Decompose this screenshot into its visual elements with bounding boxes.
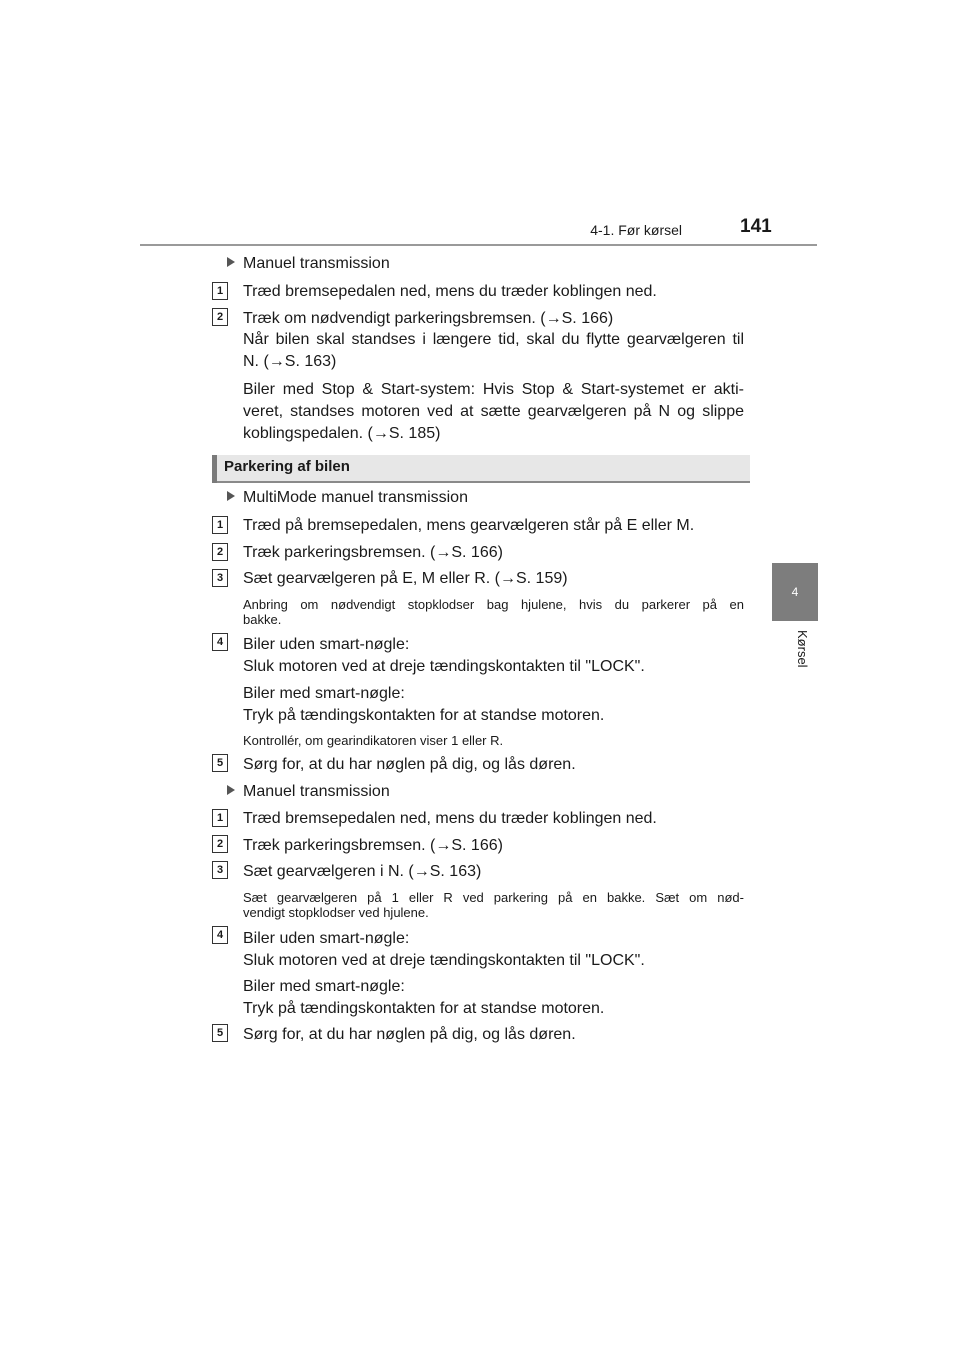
step-text: Træk parkeringsbremsen. (→S. 166) bbox=[243, 544, 503, 561]
step-badge: 2 bbox=[212, 543, 228, 561]
step-text: Træd bremsepedalen ned, mens du træder koblingen ned. bbox=[243, 810, 657, 827]
step-text: N. (→S. 163) bbox=[243, 353, 337, 370]
section-title: Parkering af bilen bbox=[224, 458, 350, 475]
step-text: Træk om nødvendigt parkeringsbremsen. (→S. 166) bbox=[243, 310, 614, 327]
step-text: koblingspedalen. (→S. 185) bbox=[243, 425, 441, 442]
step-badge: 1 bbox=[212, 809, 228, 827]
section-marker bbox=[212, 455, 217, 483]
step-badge: 5 bbox=[212, 754, 228, 772]
step-badge: 2 bbox=[212, 308, 228, 326]
subheading-multimode: MultiMode manuel transmission bbox=[227, 487, 468, 509]
section-heading bbox=[212, 455, 750, 483]
step-text: Biler med Stop & Start-system: Hvis Stop & Start-systemet er akti- bbox=[243, 381, 744, 398]
triangle-bullet-icon bbox=[227, 257, 235, 267]
step-text: Sluk motoren ved at dreje tændingskontakten til "LOCK". bbox=[243, 952, 645, 969]
step-text: Sæt gearvælgeren i N. (→S. 163) bbox=[243, 863, 482, 880]
step-badge: 3 bbox=[212, 569, 228, 587]
triangle-bullet-icon bbox=[227, 491, 235, 501]
step-text: Sørg for, at du har nøglen på dig, og lås døren. bbox=[243, 756, 576, 773]
subheading-manual: Manuel transmission bbox=[227, 781, 390, 803]
chapter-tab[interactable] bbox=[772, 563, 818, 621]
step-badge: 3 bbox=[212, 861, 228, 879]
step-badge: 4 bbox=[212, 633, 228, 651]
step-note: Kontrollér, om gearindikatoren viser 1 eller R. bbox=[243, 733, 504, 748]
step-text: Sæt gearvælgeren på E, M eller R. (→S. 159) bbox=[243, 570, 568, 587]
chapter-tab-number: 4 bbox=[791, 585, 799, 599]
triangle-bullet-icon bbox=[227, 785, 235, 795]
page-number: 141 bbox=[740, 216, 772, 237]
step-text: veret, standses motoren ved at sætte gearvælgeren på N og slippe bbox=[243, 403, 744, 420]
step-text: Tryk på tændingskontakten for at standse motoren. bbox=[243, 1000, 605, 1017]
header-divider bbox=[140, 244, 817, 246]
step-note: vendigt stopklodser ved hjulene. bbox=[243, 905, 429, 920]
step-text: Sluk motoren ved at dreje tændingskontakten til "LOCK". bbox=[243, 658, 645, 675]
step-text: Biler uden smart-nøgle: bbox=[243, 636, 410, 653]
subheading-manual-top: Manuel transmission bbox=[227, 253, 390, 275]
step-text: Tryk på tændingskontakten for at standse motoren. bbox=[243, 707, 605, 724]
step-text: Sørg for, at du har nøglen på dig, og lås døren. bbox=[243, 1026, 576, 1043]
step-note: Anbring om nødvendigt stopklodser bag hjulene, hvis du parkerer på en bbox=[243, 597, 744, 612]
step-text: Træk parkeringsbremsen. (→S. 166) bbox=[243, 837, 503, 854]
step-text: Biler med smart-nøgle: bbox=[243, 685, 405, 702]
step-text: Træd på bremsepedalen, mens gearvælgeren står på E eller M. bbox=[243, 517, 695, 534]
step-text: Når bilen skal standses i længere tid, skal du flytte gearvælgeren til bbox=[243, 331, 744, 348]
step-text: Biler med smart-nøgle: bbox=[243, 978, 405, 995]
step-badge: 5 bbox=[212, 1024, 228, 1042]
step-text: Træd bremsepedalen ned, mens du træder koblingen ned. bbox=[243, 283, 657, 300]
chapter-tab-label: Kørsel bbox=[795, 630, 810, 668]
step-badge: 4 bbox=[212, 926, 228, 944]
step-badge: 1 bbox=[212, 282, 228, 300]
step-badge: 1 bbox=[212, 516, 228, 534]
step-badge: 2 bbox=[212, 835, 228, 853]
chapter-title: 4-1. Før kørsel bbox=[590, 222, 682, 238]
step-note: Sæt gearvælgeren på 1 eller R ved parkering på en bakke. Sæt om nød- bbox=[243, 890, 744, 905]
step-text: Biler uden smart-nøgle: bbox=[243, 930, 410, 947]
step-note: bakke. bbox=[243, 612, 282, 627]
